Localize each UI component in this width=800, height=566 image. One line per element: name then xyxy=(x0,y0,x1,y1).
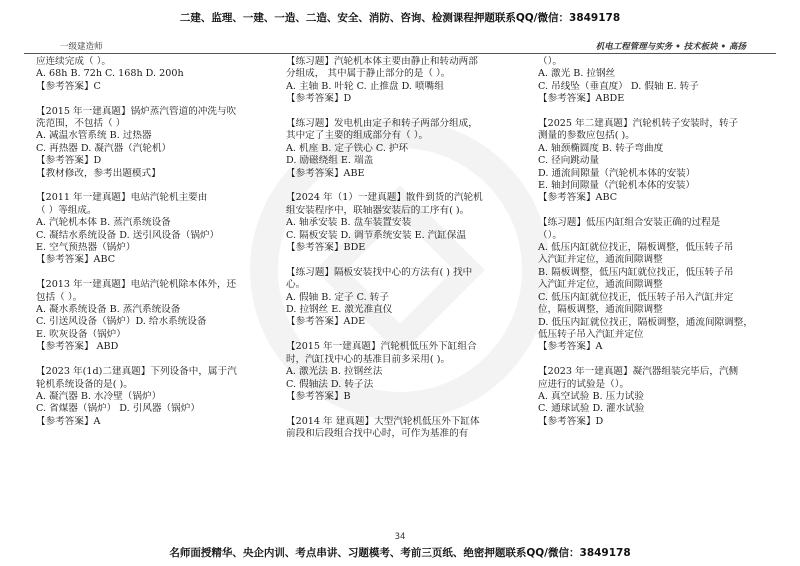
text-line: A. 轴颈椭圆度 B. 转子弯曲度 xyxy=(538,142,664,154)
column-right xyxy=(538,56,773,518)
answer-line: 【参考答案】B xyxy=(286,390,351,402)
text-line: A. 凝汽器 B. 水冷壁（锅炉） xyxy=(36,390,162,402)
text-line: D. 低压内缸就位找正，隔板调整，通流间隙调整， xyxy=(538,316,753,328)
text-line: A. 轴承安装 B. 盘车装置安装 xyxy=(286,217,412,229)
text-line: 其中定了主要的组成部分有（ ）。 xyxy=(286,130,429,142)
spacer xyxy=(286,403,521,415)
text-line: D. 拉钢丝 E. 激光准直仪 xyxy=(286,304,393,316)
text-line: 轮机系统设备的是( )。 xyxy=(36,378,133,390)
text-line: C. 隔板安装 D. 调节系统安装 E. 汽缸保温 xyxy=(286,229,467,241)
text-line: E. 吹灰设备（锅炉） xyxy=(36,328,126,340)
answer-line: 【参考答案】ABE xyxy=(286,167,365,179)
column-middle xyxy=(286,56,521,518)
answer-line: 【参考答案】D xyxy=(538,415,604,427)
text-line: A. 真空试验 B. 压力试验 xyxy=(538,390,644,402)
spacer xyxy=(286,106,521,118)
text-line: A. 68h B. 72h C. 168h D. 200h xyxy=(36,68,184,80)
answer-line: 【参考答案】D xyxy=(36,155,102,167)
text-line: 组安装程序中，联轴器安装后的工序有( )。 xyxy=(286,204,470,216)
text-line: 入汽缸并定位，通流间隙调整 xyxy=(538,279,663,291)
question-title-line: 【2014 年 建真题】大型汽轮机低压外下缸体 xyxy=(286,415,480,427)
spacer xyxy=(538,354,773,366)
column-left xyxy=(36,56,271,518)
question-title-line: 【2015 年一建真题】锅炉蒸汽管道的冲洗与吹 xyxy=(36,105,237,117)
question-title-line: 【练习题】汽轮机本体主要由静止和转动两部 xyxy=(286,56,478,67)
text-line: 时，汽缸找中心的基准目前多采用( )。 xyxy=(286,353,451,365)
text-line: C. 凝结水系统设备 D. 送引风设备（锅炉） xyxy=(36,229,220,241)
text-line: A. 激光 B. 拉钢丝 xyxy=(538,68,616,80)
answer-line: 【参考答案】A xyxy=(538,341,603,353)
text-line: C. 径向跳动量 xyxy=(538,155,600,167)
text-line: E. 空气预热器（锅炉） xyxy=(36,242,136,254)
header-right: 机电工程管理与实务 • 技术板块 • 高扬 xyxy=(595,42,746,52)
question-title-line: 【2025 年二建真题】汽轮机转子安装时，转子 xyxy=(538,118,739,130)
question-title-line: 【练习题】隔板安装找中心的方法有( ) 找中 xyxy=(286,266,473,278)
text-line: A. 激光法 B. 拉钢丝法 xyxy=(286,366,383,378)
bottom-banner: 名师面授精华、央企内训、考点串讲、习题模考、考前三页纸、绝密押题联系QQ/微信：3849178 xyxy=(169,547,631,559)
text-line: （ ）等组成。 xyxy=(36,204,97,216)
text-line: （）。 xyxy=(538,229,562,241)
question-title-line: 【2011 年一建真题】电站汽轮机主要由 xyxy=(36,192,208,204)
answer-line: 【参考答案】D xyxy=(286,93,352,105)
answer-line: 【参考答案】C xyxy=(36,80,101,92)
text-line: C. 吊线坠（垂直度） D. 假轴 E. 转子 xyxy=(538,80,699,92)
question-title-line: 【2013 年一建真题】电站汽轮机除本体外，还 xyxy=(36,279,237,291)
text-line: A. 低压内缸就位找正，隔板调整，低压转子吊 xyxy=(538,242,734,254)
page-number: 34 xyxy=(394,532,406,542)
text-line: 前段和后段组合找中心时，可作为基准的有 xyxy=(286,428,469,440)
question-title-line: 【练习题】发电机由定子和转子两部分组成， xyxy=(286,118,478,130)
text-line: A. 假轴 B. 定子 C. 转子 xyxy=(286,291,389,303)
answer-line: 【参考答案】ABC xyxy=(538,192,618,204)
answer-line: 【参考答案】 ABD xyxy=(36,341,119,353)
text-line: C. 引送风设备（锅炉）D. 给水系统设备 xyxy=(36,316,207,328)
text-line: 应进行的试验是（）。 xyxy=(538,378,630,390)
text-line: D. 励磁绕组 E. 端盖 xyxy=(286,155,374,167)
spacer xyxy=(286,254,521,266)
text-line: 洗范围，不包括（ ） xyxy=(36,118,126,130)
text-line: A. 减温水管系统 B. 过热器 xyxy=(36,130,152,142)
spacer xyxy=(286,329,521,341)
text-line: C. 省煤器（锅炉） D. 引风器（锅炉） xyxy=(36,403,200,415)
question-title-line: 【教材修改，参考出题模式】 xyxy=(36,167,161,179)
text-line: A. 机座 B. 定子铁心 C. 护环 xyxy=(286,142,409,154)
text-line: C. 再热器 D. 凝汽器（汽轮机） xyxy=(36,142,172,154)
text-line: C. 低压内缸就位找正，低压转子吊入汽缸并定 xyxy=(538,291,734,303)
text-line: E. 轴封间隙量（汽轮机本体的安装） xyxy=(538,180,696,192)
spacer xyxy=(538,106,773,118)
text-line: B. 隔板调整，低压内缸就位找正，低压转子吊 xyxy=(538,266,734,278)
header-divider xyxy=(24,53,776,54)
spacer xyxy=(36,267,271,279)
question-title-line: 【2015 年一建真题】汽轮机低压外下缸组合 xyxy=(286,341,477,353)
question-title-line: 【2023 年(1d)二建真题】下列设备中，属于汽 xyxy=(36,366,237,378)
running-header xyxy=(24,40,776,52)
answer-line: 【参考答案】A xyxy=(36,415,101,427)
text-line: A. 汽轮机本体 B. 蒸汽系统设备 xyxy=(36,217,171,229)
text-line: 位，隔板调整，通流间隙调整 xyxy=(538,304,663,316)
text-line: 低压转子吊入汽缸并定位 xyxy=(538,328,644,340)
text-line: D. 通流间隙量（汽轮机本体的安装） xyxy=(538,167,696,179)
spacer xyxy=(36,180,271,192)
text-line: 包括（ ）。 xyxy=(36,291,83,303)
question-title-line: 【2024 年（1）一建真题】散件到货的汽轮机 xyxy=(286,192,483,204)
text-line: C. 通球试验 D. 灌水试验 xyxy=(538,403,645,415)
text-line: 分组成， 其中属于静止部分的是（ ）。 xyxy=(286,68,451,80)
text-line: C. 假轴法 D. 转子法 xyxy=(286,378,374,390)
top-banner: 二建、监理、一建、一造、二造、安全、消防、咨询、检测课程押题联系QQ/微信：3849178 xyxy=(179,12,621,24)
header-left: 一级建造师 xyxy=(60,42,103,52)
spacer xyxy=(36,93,271,105)
spacer xyxy=(286,180,521,192)
text-line: 入汽缸并定位，通流间隙调整 xyxy=(538,254,663,266)
question-title-line: 【2023 年一建真题】凝汽器组装完毕后，汽侧 xyxy=(538,366,739,378)
answer-line: 【参考答案】ABDE xyxy=(538,93,625,105)
text-line: 心。 xyxy=(286,279,306,291)
spacer xyxy=(538,205,773,217)
text-line: （）。 xyxy=(538,56,562,67)
text-line: A. 凝水系统设备 B. 蒸汽系统设备 xyxy=(36,304,181,316)
text-line: A. 主轴 B. 叶轮 C. 止推盘 D. 喷嘴组 xyxy=(286,80,444,92)
spacer xyxy=(36,354,271,366)
text-line: 应连续完成（ ）。 xyxy=(36,56,111,67)
answer-line: 【参考答案】BDE xyxy=(286,242,366,254)
answer-line: 【参考答案】ADE xyxy=(286,316,366,328)
text-line: 测量的参数应包括( )。 xyxy=(538,130,635,142)
question-title-line: 【练习题】低压内缸组合安装正确的过程是 xyxy=(538,217,721,229)
answer-line: 【参考答案】ABC xyxy=(36,254,116,266)
